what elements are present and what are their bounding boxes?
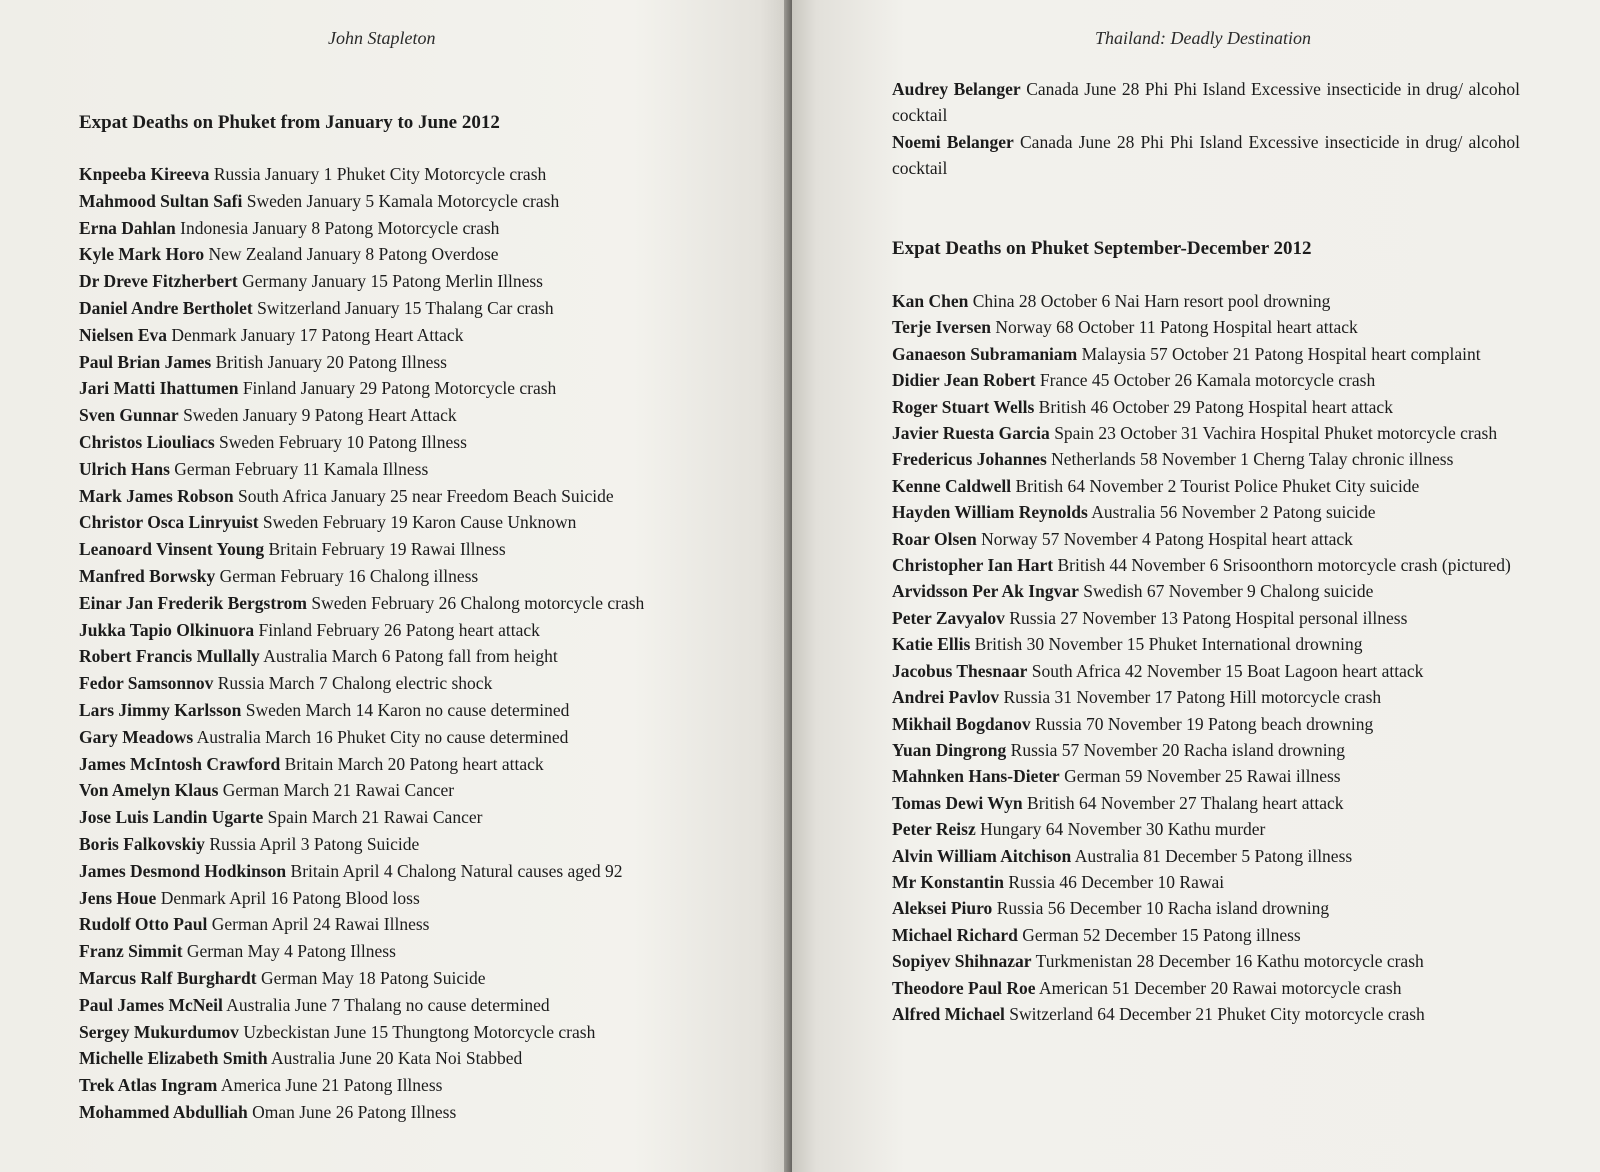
entry-details: Denmark April 16 Patong Blood loss [160, 887, 420, 908]
entry-name: Mikhail Bogdanov [892, 713, 1031, 734]
running-head-author: John Stapleton [328, 28, 436, 48]
entry-name: Audrey Belanger [892, 79, 1021, 99]
list-item [79, 938, 769, 965]
entry-details: British 64 November 27 Thalang heart attack [1027, 792, 1344, 813]
entry-name: Boris Falkovskiy [79, 833, 205, 854]
entry-details: German 52 December 15 Patong illness [1022, 924, 1301, 945]
list-item [892, 948, 1520, 974]
entry-details: American 51 December 20 Rawai motorcycle crash [1039, 977, 1402, 998]
entry-details: British 64 November 2 Tourist Police Phuket City suicide [1015, 475, 1420, 496]
entry-name: Jens Houe [79, 887, 157, 908]
list-item [892, 763, 1520, 789]
list-item [892, 816, 1520, 842]
entry-details: Indonesia January 8 Patong Motorcycle crash [180, 217, 500, 238]
entry-name: Marcus Ralf Burghardt [79, 967, 257, 988]
list-item [79, 322, 769, 349]
entry-name: Alfred Michael [892, 1003, 1005, 1024]
list-item [79, 536, 769, 563]
list-item [79, 1072, 769, 1099]
entry-details: Russia 70 November 19 Patong beach drowning [1034, 713, 1374, 734]
entry-name: Sergey Mukurdumov [79, 1021, 239, 1042]
entry-name: Mohammed Abdulliah [79, 1101, 248, 1122]
entry-details: Swedish 67 November 9 Chalong suicide [1083, 581, 1374, 602]
entry-details: British 30 November 15 Phuket International drowning [974, 634, 1363, 655]
entry-details: Russia 31 November 17 Patong Hill motorcycle crash [1003, 687, 1382, 708]
entry-details: Denmark January 17 Patong Heart Attack [171, 324, 464, 345]
entry-details: France 45 October 26 Kamala motorcycle crash [1039, 370, 1376, 391]
entry-name: Jari Matti Ihattumen [79, 378, 239, 399]
section-heading-sep-dec: Expat Deaths on Phuket September-December 2012 [892, 238, 1312, 259]
list-item [892, 895, 1520, 921]
entry-name: Kenne Caldwell [892, 475, 1012, 496]
entry-name: Ulrich Hans [79, 458, 170, 479]
entry-name: Kyle Mark Horo [79, 244, 205, 265]
entry-details: China 28 October 6 Nai Harn resort pool drowning [972, 291, 1331, 311]
entry-name: Hayden William Reynolds [892, 502, 1088, 523]
entry-details: Switzerland 64 December 21 Phuket City motorcycle crash [1009, 1003, 1425, 1024]
list-item [892, 314, 1520, 340]
section-heading-jan-jun: Expat Deaths on Phuket from January to June 2012 [79, 112, 500, 133]
entry-name: Rudolf Otto Paul [79, 914, 208, 935]
entry-details: British January 20 Patong Illness [215, 351, 447, 372]
list-item [79, 483, 769, 510]
entry-details: South Africa January 25 near Freedom Beach Suicide [237, 485, 614, 506]
list-item [79, 161, 769, 188]
list-item [79, 858, 769, 885]
entry-name: Mahnken Hans-Dieter [892, 766, 1060, 787]
entry-details: German May 4 Patong Illness [186, 941, 396, 962]
entry-details: Australia March 6 Patong fall from height [263, 646, 558, 667]
list-item [892, 394, 1520, 420]
entry-name: Fredericus Johannes [892, 449, 1047, 470]
list-item [79, 617, 769, 644]
entry-details: Sweden March 14 Karon no cause determined [245, 699, 570, 720]
entry-name: Christos Liouliacs [79, 431, 215, 452]
list-item [892, 499, 1520, 525]
entry-name: Gary Meadows [79, 726, 194, 747]
entry-details: Sweden January 9 Patong Heart Attack [183, 405, 457, 426]
entry-name: Noemi Belanger [892, 131, 1014, 152]
entry-name: Leanoard Vinsent Young [79, 539, 265, 560]
entry-details: Russia March 7 Chalong electric shock [217, 673, 493, 694]
list-item [892, 658, 1520, 684]
list-item [892, 869, 1520, 895]
list-item [79, 509, 769, 536]
entry-details: Hungary 64 November 30 Kathu murder [980, 819, 1266, 840]
list-item [892, 605, 1520, 631]
entry-name: Terje Iversen [892, 317, 991, 338]
death-list-jan-jun [79, 161, 769, 1126]
list-item [79, 1099, 769, 1126]
entry-name: Daniel Andre Bertholet [79, 297, 253, 318]
list-item [79, 563, 769, 590]
entry-details: Russia 56 December 10 Racha island drowning [996, 898, 1330, 919]
entry-name: Trek Atlas Ingram [79, 1075, 218, 1096]
entry-name: Einar Jan Frederik Bergstrom [79, 592, 307, 613]
list-item [79, 965, 769, 992]
entry-name: Franz Simmit [79, 941, 183, 962]
entry-details: German April 24 Rawai Illness [211, 914, 430, 935]
entry-name: Michael Richard [892, 924, 1018, 945]
entry-details: Norway 68 October 11 Patong Hospital heart attack [995, 317, 1358, 338]
entry-details: South Africa 42 November 15 Boat Lagoon heart attack [1031, 660, 1424, 681]
list-item [79, 590, 769, 617]
right-page [792, 0, 1600, 1172]
entry-name: Jacobus Thesnaar [892, 660, 1028, 681]
entry-details: Finland February 26 Patong heart attack [258, 619, 540, 640]
list-item [892, 737, 1520, 763]
entry-name: Paul Brian James [79, 351, 212, 372]
entry-name: Fedor Samsonnov [79, 673, 214, 694]
list-item [892, 129, 1520, 182]
list-item [79, 349, 769, 376]
entry-details: Finland January 29 Patong Motorcycle crash [242, 378, 557, 399]
entry-name: Erna Dahlan [79, 217, 176, 238]
list-item [79, 241, 769, 268]
entry-details: Malaysia 57 October 21 Patong Hospital heart complaint [1081, 343, 1481, 364]
entry-name: Michelle Elizabeth Smith [79, 1048, 268, 1069]
entry-details: German February 16 Chalong illness [219, 565, 479, 586]
entry-details: Britain April 4 Chalong Natural causes aged 92 [290, 860, 623, 881]
entry-name: Jukka Tapio Olkinuora [79, 619, 255, 640]
entry-details: Norway 57 November 4 Patong Hospital heart attack [981, 528, 1353, 549]
list-item [892, 578, 1520, 604]
entry-name: Knpeeba Kireeva [79, 164, 210, 184]
list-item [892, 843, 1520, 869]
entry-name: Peter Zavyalov [892, 607, 1005, 628]
list-item [79, 670, 769, 697]
list-item [79, 992, 769, 1019]
death-list-continued [892, 76, 1520, 182]
entry-details: Australia 81 December 5 Patong illness [1074, 845, 1353, 866]
list-item [79, 295, 769, 322]
list-item [79, 188, 769, 215]
entry-name: Nielsen Eva [79, 324, 167, 345]
entry-details: Germany January 15 Patong Merlin Illness [242, 271, 543, 292]
entry-name: Sopiyev Shihnazar [892, 951, 1032, 972]
list-item [79, 268, 769, 295]
list-item [892, 552, 1520, 578]
entry-name: Katie Ellis [892, 634, 971, 655]
entry-details: British 44 November 6 Srisoonthorn motorcycle crash (pictured) [1057, 555, 1511, 576]
left-page [0, 0, 792, 1172]
entry-details: Oman June 26 Patong Illness [252, 1101, 457, 1122]
entry-name: Dr Dreve Fitzherbert [79, 271, 238, 292]
entry-details: Russia April 3 Patong Suicide [209, 833, 420, 854]
list-item [79, 804, 769, 831]
entry-details: Turkmenistan 28 December 16 Kathu motorcycle crash [1035, 951, 1424, 972]
entry-name: Von Amelyn Klaus [79, 780, 219, 801]
entry-name: Kan Chen [892, 291, 969, 311]
entry-name: Alvin William Aitchison [892, 845, 1072, 866]
list-item [892, 790, 1520, 816]
entry-name: Sven Gunnar [79, 405, 179, 426]
entry-details: Uzbeckistan June 15 Thungtong Motorcycle crash [243, 1021, 596, 1042]
entry-name: Tomas Dewi Wyn [892, 792, 1023, 813]
list-item [79, 724, 769, 751]
entry-details: British 46 October 29 Patong Hospital heart attack [1038, 396, 1393, 417]
entry-details: Australia March 16 Phuket City no cause determined [196, 726, 569, 747]
entry-details: German May 18 Patong Suicide [260, 967, 486, 988]
entry-details: Australia June 7 Thalang no cause determined [226, 994, 550, 1015]
entry-details: Sweden January 5 Kamala Motorcycle crash [246, 190, 560, 211]
list-item [79, 375, 769, 402]
list-item [892, 446, 1520, 472]
entry-details: German 59 November 25 Rawai illness [1064, 766, 1341, 787]
entry-name: Roar Olsen [892, 528, 977, 549]
list-item [892, 420, 1520, 446]
list-item [79, 697, 769, 724]
entry-name: Roger Stuart Wells [892, 396, 1035, 417]
entry-details: Russia 57 November 20 Racha island drowning [1010, 739, 1346, 760]
entry-name: Christopher Ian Hart [892, 555, 1054, 576]
entry-details: Spain March 21 Rawai Cancer [267, 807, 483, 828]
list-item [79, 777, 769, 804]
entry-details: Sweden February 26 Chalong motorcycle crash [311, 592, 645, 613]
list-item [892, 684, 1520, 710]
list-item [892, 1001, 1520, 1027]
entry-name: James McIntosh Crawford [79, 753, 281, 774]
list-item [892, 473, 1520, 499]
entry-details: Canada June 28 Phi Phi Island Excessive insecticide in drug/ alcohol cocktail [892, 79, 1520, 126]
entry-name: Didier Jean Robert [892, 370, 1036, 391]
entry-name: Mark James Robson [79, 485, 234, 506]
entry-name: Lars Jimmy Karlsson [79, 699, 242, 720]
list-item [892, 975, 1520, 1001]
list-item [79, 831, 769, 858]
list-item [892, 341, 1520, 367]
entry-name: Christor Osca Linryuist [79, 512, 259, 533]
entry-name: James Desmond Hodkinson [79, 860, 287, 881]
entry-name: Andrei Pavlov [892, 687, 1000, 708]
entry-details: Sweden February 19 Karon Cause Unknown [262, 512, 577, 533]
list-item [79, 1019, 769, 1046]
list-item [79, 643, 769, 670]
entry-details: America June 21 Patong Illness [220, 1075, 443, 1096]
entry-details: Canada June 28 Phi Phi Island Excessive insecticide in drug/ alcohol cocktail [892, 131, 1520, 179]
entry-details: Australia June 20 Kata Noi Stabbed [271, 1048, 523, 1069]
list-item [892, 526, 1520, 552]
entry-details: Russia January 1 Phuket City Motorcycle crash [213, 164, 547, 184]
list-item [892, 711, 1520, 737]
entry-name: Jose Luis Landin Ugarte [79, 807, 264, 828]
entry-name: Yuan Dingrong [892, 739, 1007, 760]
entry-details: Sweden February 10 Patong Illness [219, 431, 467, 452]
entry-name: Manfred Borwsky [79, 565, 216, 586]
entry-details: Switzerland January 15 Thalang Car crash [257, 297, 554, 318]
list-item [79, 911, 769, 938]
entry-name: Ganaeson Subramaniam [892, 343, 1078, 364]
running-head-title: Thailand: Deadly Destination [1095, 28, 1311, 48]
entry-name: Robert Francis Mullally [79, 646, 260, 667]
list-item [79, 429, 769, 456]
entry-details: Russia 27 November 13 Patong Hospital personal illness [1009, 607, 1408, 628]
entry-name: Mahmood Sultan Safi [79, 190, 243, 211]
entry-details: Australia 56 November 2 Patong suicide [1091, 502, 1376, 523]
list-item [79, 456, 769, 483]
list-item [892, 367, 1520, 393]
list-item [79, 885, 769, 912]
list-item [892, 922, 1520, 948]
list-item [79, 402, 769, 429]
entry-name: Javier Ruesta Garcia [892, 423, 1050, 444]
entry-name: Mr Konstantin [892, 871, 1004, 892]
list-item [892, 76, 1520, 129]
list-item [892, 288, 1520, 314]
list-item [79, 1045, 769, 1072]
entry-details: Spain 23 October 31 Vachira Hospital Phuket motorcycle crash [1054, 423, 1498, 444]
list-item [892, 631, 1520, 657]
list-item [79, 751, 769, 778]
entry-details: Britain February 19 Rawai Illness [268, 539, 506, 560]
entry-details: Netherlands 58 November 1 Cherng Talay chronic illness [1051, 449, 1454, 470]
entry-name: Theodore Paul Roe [892, 977, 1036, 998]
entry-name: Peter Reisz [892, 819, 976, 840]
entry-details: Britain March 20 Patong heart attack [284, 753, 544, 774]
entry-name: Arvidsson Per Ak Ingvar [892, 581, 1079, 602]
entry-details: Russia 46 December 10 Rawai [1008, 871, 1225, 892]
list-item [79, 215, 769, 242]
entry-details: German February 11 Kamala Illness [174, 458, 429, 479]
entry-details: German March 21 Rawai Cancer [222, 780, 455, 801]
entry-name: Aleksei Piuro [892, 898, 993, 919]
death-list-sep-dec [892, 288, 1520, 1027]
entry-name: Paul James McNeil [79, 994, 223, 1015]
entry-details: New Zealand January 8 Patong Overdose [208, 244, 499, 265]
